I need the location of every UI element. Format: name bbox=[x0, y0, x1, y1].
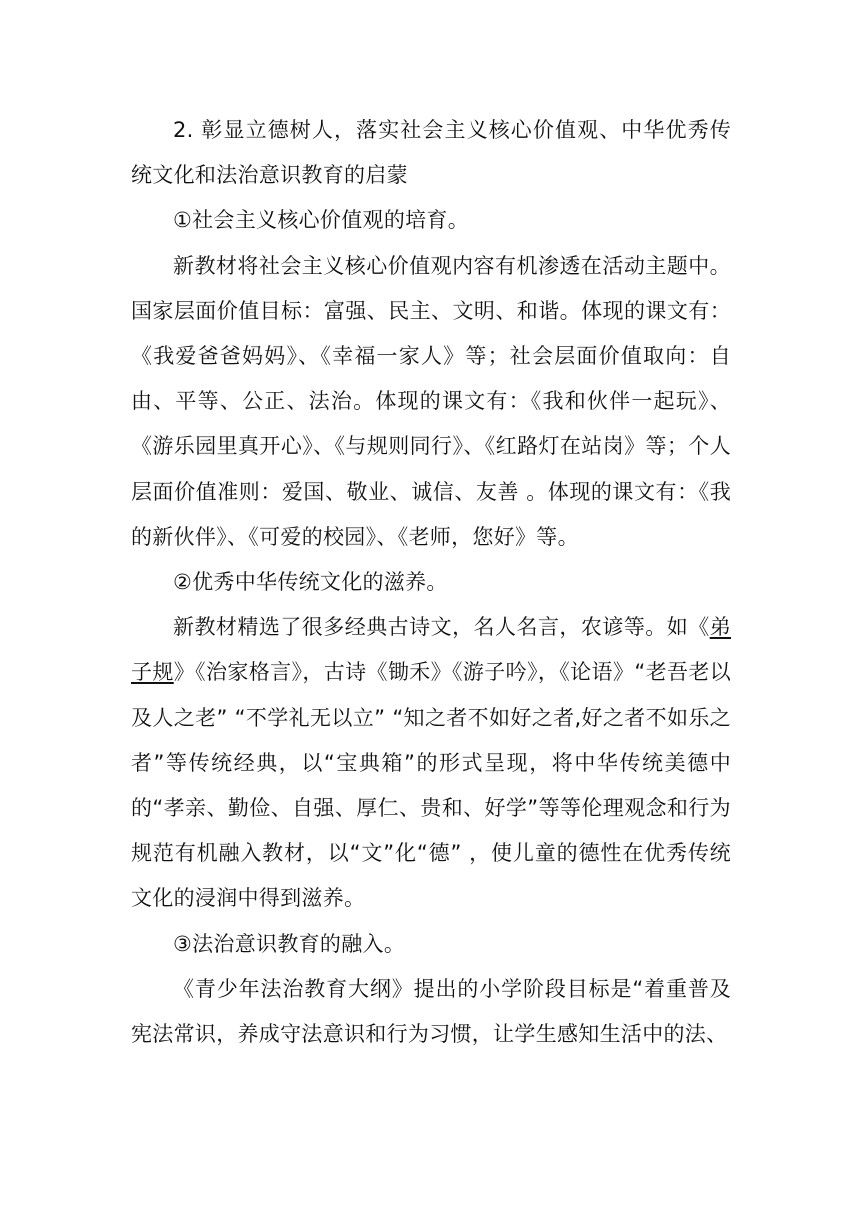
section-heading: 2. 彰显立德树人，落实社会主义核心价值观、中华优秀传统文化和法治意识教育的启蒙 bbox=[131, 118, 731, 188]
paragraph-core-values: 新教材将社会主义核心价值观内容有机渗透在活动主题中。国家层面价值目标：富强、民主、文明、和谐。体现的课文有：《我爱爸爸妈妈》、《幸福一家人》等；社会层面价值取向：自由、平等、公正、法治。体现的课文有：《我和伙伴一起玩》、《游乐园里真开心》、《与规则同行》、《红路灯在站岗》等；个人层面价值准则：爱国、敬业、诚信、友善 。体现的课文有：《我的新伙伴》、《可爱的校园》、《老师，您好》等。 bbox=[131, 253, 731, 549]
paragraph-text-before: 新教材精选了很多经典古诗文，名人名言，农谚等。如《 bbox=[173, 615, 710, 640]
paragraph-rule-of-law: 《青少年法治教育大纲》提出的小学阶段目标是“着重普及宪法常识，养成守法意识和行为习惯，让学生感知生活中的法、 bbox=[131, 976, 731, 1047]
paragraph-traditional-culture bbox=[131, 605, 731, 921]
paragraph-text-after: 》《治家格言》，古诗《锄禾》《游子吟》，《论语》“老吾老以及人之老” “不学礼无以立” “知之者不如好之者,好之者不如乐之者”等传统经典，以“宝典箱”的形式呈现，将中华传统美德中的“孝亲、勤俭、自强、厚仁、贵和、好学”等等伦理观念和行为规范有机融入教材，以“文”化“德” ，使儿童的德性在优秀传统文化的浸润中得到滋养。 bbox=[131, 660, 732, 911]
section-title-core-values: ①社会主义核心价值观的培育。 bbox=[173, 208, 470, 233]
section-title-traditional-culture: ②优秀中华传统文化的滋养。 bbox=[173, 570, 448, 595]
section-title-rule-of-law: ③法治意识教育的融入。 bbox=[173, 931, 406, 956]
underlined-book-title: 弟子规 bbox=[131, 615, 731, 685]
document-page bbox=[131, 108, 731, 1057]
